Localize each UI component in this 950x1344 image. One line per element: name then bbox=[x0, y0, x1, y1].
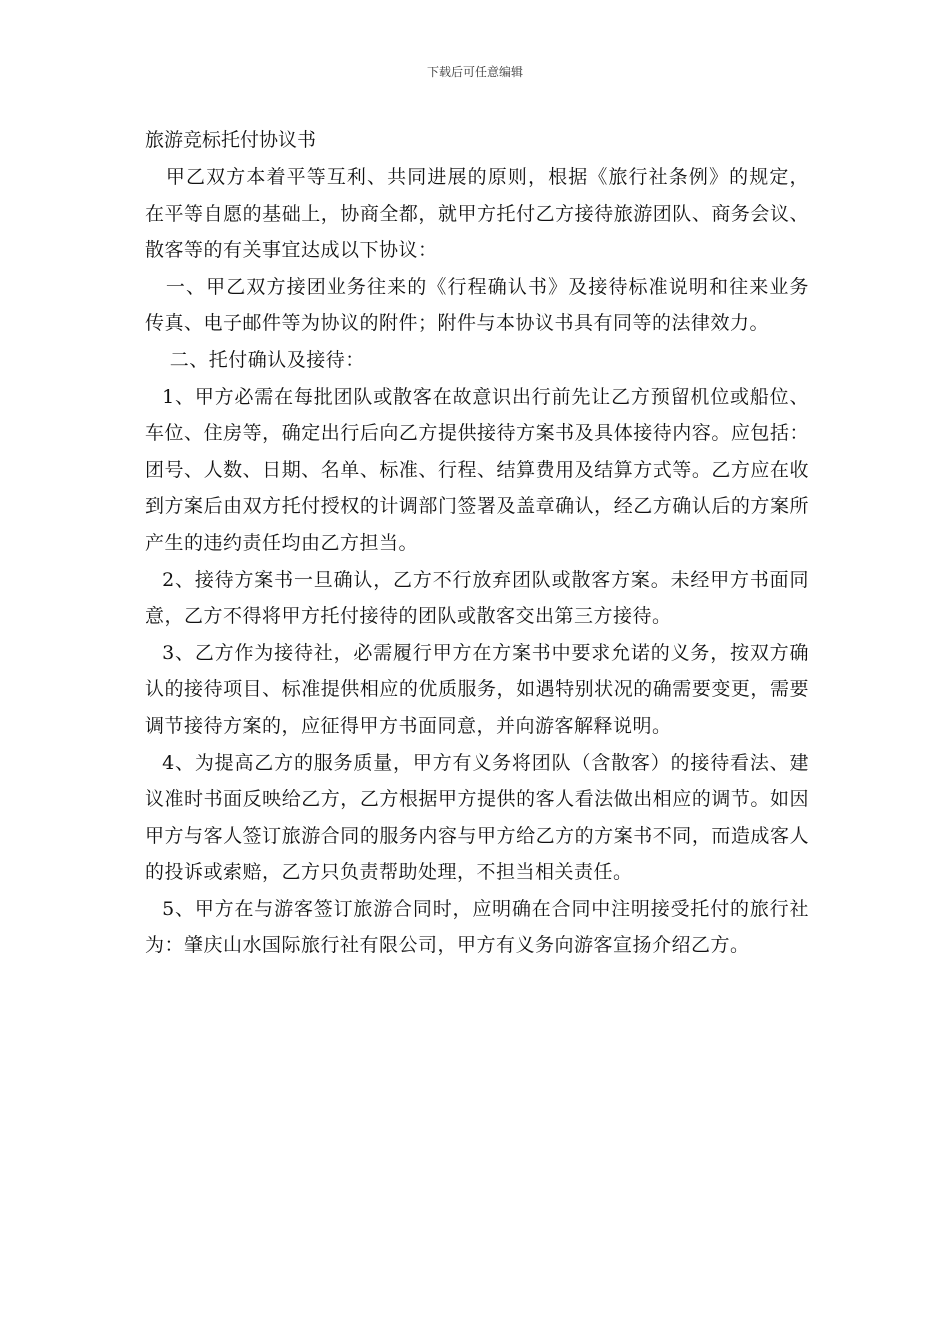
paragraph-item-1: 1、甲方必需在每批团队或散客在故意识出行前先让乙方预留机位或船位、车位、住房等，确定出行后向乙方提供接待方案书及具体接待内容。应包括：团号、人数、日期、名单、标准、行程、结算费用及结算方式等。乙方应在收到方案后由双方托付授权的计调部门签署及盖章确认，经乙方确认后的方案所产生的违约责任均由乙方担当。 bbox=[145, 385, 809, 554]
document-body bbox=[145, 122, 809, 964]
paragraph-item-2: 2、接待方案书一旦确认，乙方不行放弃团队或散客方案。未经甲方书面同意，乙方不得将甲方托付接待的团队或散客交出第三方接待。 bbox=[145, 568, 809, 628]
paragraph-item-5: 5、甲方在与游客签订旅游合同时，应明确在合同中注明接受托付的旅行社为：肇庆山水国际旅行社有限公司，甲方有义务向游客宣扬介绍乙方。 bbox=[145, 897, 809, 957]
paragraph-clause-2-heading: 二、托付确认及接待： bbox=[169, 348, 365, 371]
paragraph-item-3: 3、乙方作为接待社，必需履行甲方在方案书中要求允诺的义务，按双方确认的接待项目、标准提供相应的优质服务，如遇特别状况的确需要变更，需要调节接待方案的，应征得甲方书面同意，并向游客解释说明。 bbox=[145, 641, 809, 737]
paragraph-item-4: 4、为提高乙方的服务质量，甲方有义务将团队（含散客）的接待看法、建议准时书面反映给乙方，乙方根据甲方提供的客人看法做出相应的调节。如因甲方与客人签订旅游合同的服务内容与甲方给乙方的方案书不同，而造成客人的投诉或索赔，乙方只负责帮助处理，不担当相关责任。 bbox=[145, 751, 809, 884]
document-title: 旅游竞标托付协议书 bbox=[145, 129, 317, 151]
page-header-note: 下载后可任意编辑 bbox=[426, 65, 523, 79]
paragraph-preamble: 甲乙双方本着平等互利、共同进展的原则，根据《旅行社条例》的规定，在平等自愿的基础上，协商全都，就甲方托付乙方接待旅游团队、商务会议、散客等的有关事宜达成以下协议： bbox=[145, 166, 809, 262]
paragraph-clause-1: 一、甲乙双方接团业务往来的《行程确认书》及接待标准说明和往来业务传真、电子邮件等为协议的附件；附件与本协议书具有同等的法律效力。 bbox=[145, 275, 809, 335]
